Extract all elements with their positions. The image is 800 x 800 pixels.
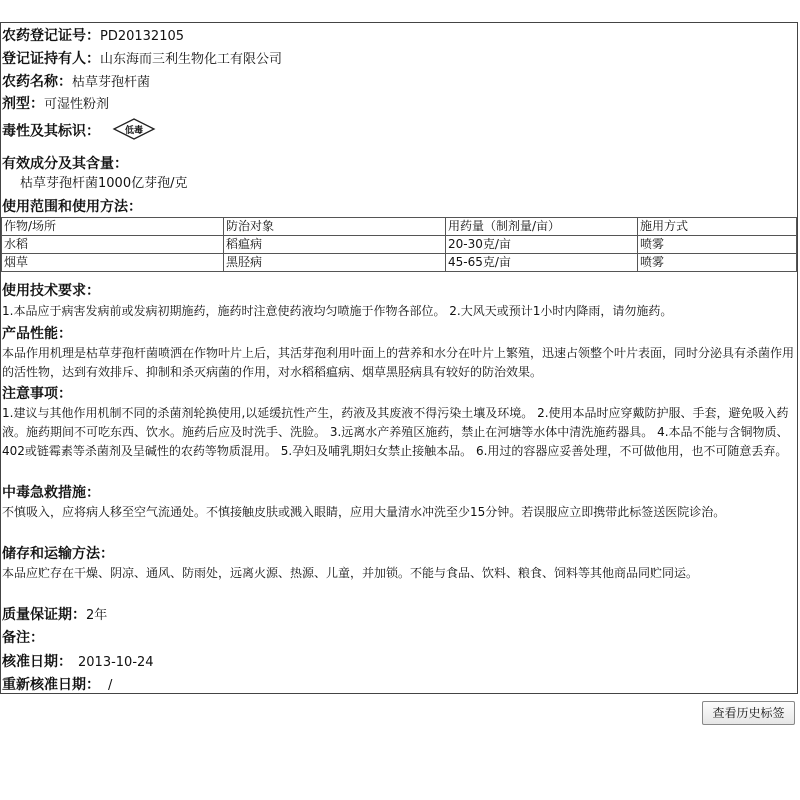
precautions-text: 1.建议与其他作用机制不同的杀菌剂轮换使用,以延缓抗性产生，药液及其废液不得污染土壤及环境。 2.使用本品时应穿戴防护服、手套，避免吸入药液。施药期间不可吃东西、饮水。施药后应及时洗手、洗脸。 3.远离水产养殖区施药，禁止在河塘等水体中清洗施药器具。 4.本品不能与含铜物质、402或链霉素等杀菌剂及呈碱性的农药等物质混用。 5.孕妇及哺乳期妇女禁止接触本品。 6.用过的容器应妥善处理，不可做他用，也不可随意丢弃。 bbox=[2, 406, 789, 458]
usage-heading bbox=[2, 198, 142, 217]
table-row bbox=[2, 236, 797, 254]
pesticide-name-value: 枯草芽孢杆菌 bbox=[72, 75, 151, 90]
table-header-cell: 用药量（制剂量/亩） bbox=[446, 218, 638, 236]
table-cell: 烟草 bbox=[2, 254, 224, 272]
table-cell: 喷雾 bbox=[638, 236, 797, 254]
registration-label: 农药登记证号： bbox=[2, 28, 100, 44]
formulation-row bbox=[2, 95, 109, 114]
toxicity-label: 毒性及其标识： bbox=[2, 123, 100, 140]
remarks-row bbox=[2, 629, 44, 648]
technical-text: 1.本品应于病害发病前或发病初期施药，施药时注意使药液均匀喷施于作物各部位。 2.大风天或预计1小时内降雨，请勿施药。 bbox=[2, 304, 673, 318]
performance-heading bbox=[2, 325, 72, 344]
first-aid-label: 中毒急救措施： bbox=[2, 485, 100, 501]
first-aid-text: 不慎吸入，应将病人移至空气流通处。不慎接触皮肤或溅入眼睛，应用大量清水冲洗至少15分钟。若误服应立即携带此标签送医院诊治。 bbox=[2, 505, 726, 519]
table-header-cell: 防治对象 bbox=[224, 218, 446, 236]
registration-value: PD20132105 bbox=[100, 29, 185, 44]
technical-label: 使用技术要求： bbox=[2, 283, 100, 299]
remarks-label: 备注： bbox=[2, 630, 44, 646]
shelf-life-row bbox=[2, 606, 107, 625]
reapproval-date-label: 重新核准日期： bbox=[2, 677, 100, 693]
holder-label: 登记证持有人： bbox=[2, 51, 100, 67]
registration-row bbox=[2, 27, 184, 46]
approval-date-label: 核准日期： bbox=[2, 654, 72, 670]
table-cell: 稻瘟病 bbox=[224, 236, 446, 254]
toxicity-badge-text: 低毒 bbox=[125, 126, 144, 136]
formulation-label: 剂型： bbox=[2, 96, 44, 112]
pesticide-name-row bbox=[2, 73, 150, 92]
table-header-cell: 作物/场所 bbox=[2, 218, 224, 236]
table-cell: 20-30克/亩 bbox=[446, 236, 638, 254]
shelf-life-value: 2年 bbox=[86, 608, 108, 623]
table-cell: 喷雾 bbox=[638, 254, 797, 272]
toxicity-diamond-icon bbox=[112, 118, 156, 146]
shelf-life-label: 质量保证期： bbox=[2, 607, 86, 623]
formulation-value: 可湿性粉剂 bbox=[44, 97, 110, 112]
active-ingredient-label: 有效成分及其含量： bbox=[2, 156, 128, 172]
usage-label: 使用范围和使用方法： bbox=[2, 199, 142, 215]
storage-text: 本品应贮存在干燥、阴凉、通风、防雨处，远离火源、热源、儿童，并加锁。不能与食品、饮料、粮食、饲料等其他商品同贮同运。 bbox=[2, 566, 699, 580]
active-ingredient-heading bbox=[2, 155, 128, 174]
performance-text: 本品作用机理是枯草芽孢杆菌喷洒在作物叶片上后，其活芽孢利用叶面上的营养和水分在叶片上繁殖，迅速占领整个叶片表面，同时分泌具有杀菌作用的活性物，达到有效排斥、抑制和杀灭病菌的作用，对水稻稻瘟病、烟草黑胫病具有较好的防治效果。 bbox=[2, 346, 795, 379]
view-history-labels-button[interactable]: 查看历史标签 bbox=[702, 701, 795, 725]
first-aid-heading bbox=[2, 484, 100, 503]
approval-date-value: 2013-10-24 bbox=[78, 655, 154, 670]
active-ingredient-value: 枯草芽孢杆菌1000亿芽孢/克 bbox=[20, 176, 188, 191]
table-cell: 黑胫病 bbox=[224, 254, 446, 272]
precautions-heading bbox=[2, 385, 72, 404]
toxicity-row bbox=[2, 118, 156, 146]
reapproval-date-value: / bbox=[108, 678, 113, 693]
performance-label: 产品性能： bbox=[2, 326, 72, 342]
table-cell: 水稻 bbox=[2, 236, 224, 254]
storage-label: 储存和运输方法： bbox=[2, 546, 114, 562]
approval-date-row bbox=[2, 653, 154, 672]
holder-value: 山东海而三利生物化工有限公司 bbox=[100, 52, 283, 67]
pesticide-name-label: 农药名称： bbox=[2, 74, 72, 90]
table-row bbox=[2, 254, 797, 272]
usage-table bbox=[1, 217, 797, 272]
active-ingredient-value-row bbox=[20, 175, 187, 193]
reapproval-date-row bbox=[2, 676, 112, 695]
holder-row bbox=[2, 50, 282, 69]
table-cell: 45-65克/亩 bbox=[446, 254, 638, 272]
technical-heading bbox=[2, 282, 100, 301]
table-header-row bbox=[2, 218, 797, 236]
table-header-cell: 施用方式 bbox=[638, 218, 797, 236]
precautions-label: 注意事项： bbox=[2, 386, 72, 402]
storage-heading bbox=[2, 545, 114, 564]
